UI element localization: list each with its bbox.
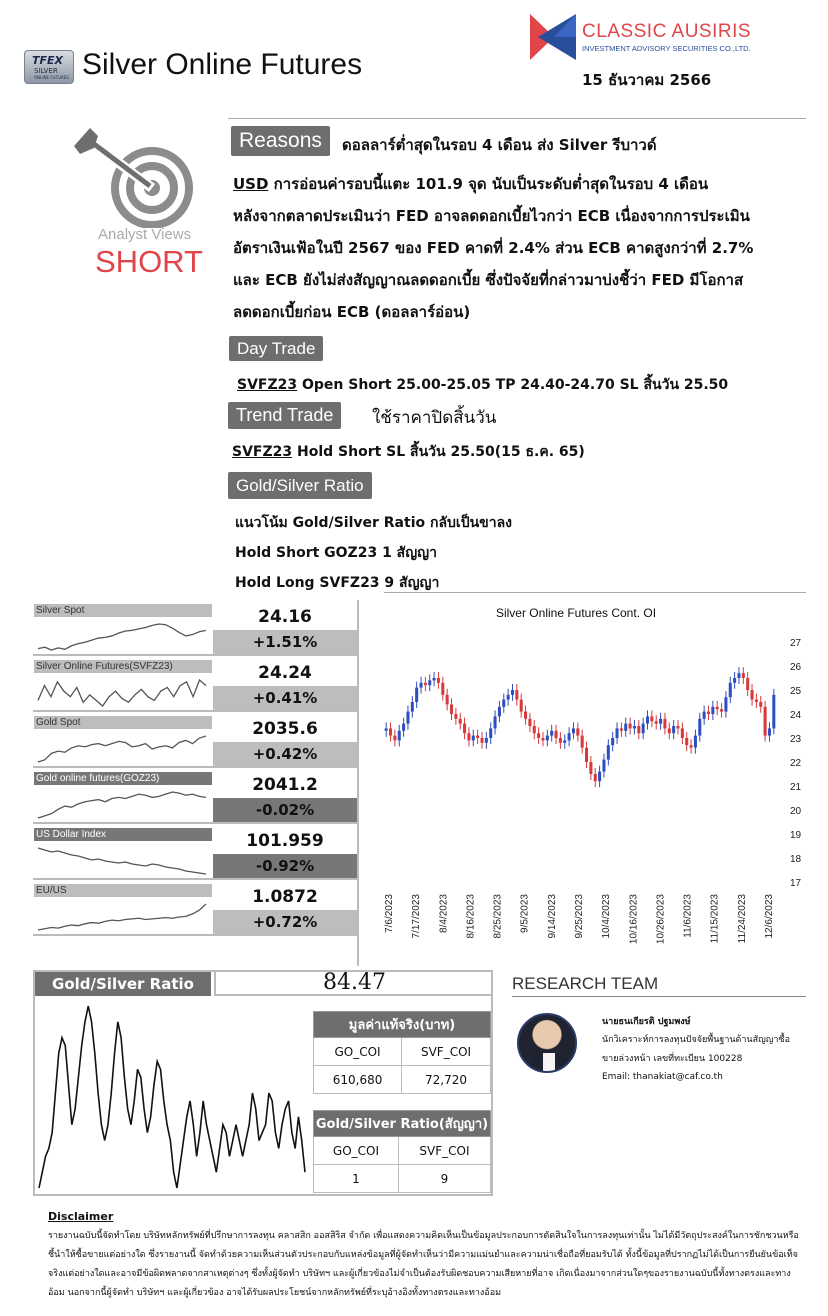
ticker-card (33, 884, 357, 936)
candle-body (467, 733, 470, 740)
y-tick-label: 19 (790, 830, 802, 841)
y-tick-label: 24 (790, 710, 802, 721)
candle-body (541, 738, 544, 740)
dartboard-icon (68, 124, 208, 228)
table-cell: 72,720 (402, 1066, 491, 1094)
candle-body (463, 724, 466, 734)
candle-body (650, 716, 653, 721)
candle-body (698, 719, 701, 736)
candle-body (751, 690, 754, 700)
candle-body (406, 712, 409, 724)
divider (357, 600, 359, 966)
candle-body (419, 683, 422, 688)
candle-body (585, 748, 588, 762)
ticker-change: +1.51% (213, 630, 357, 654)
gold-silver-tag: Gold/Silver Ratio (228, 472, 372, 499)
ticker-name: Gold online futures(GOZ23) (34, 772, 212, 785)
ticker-card (33, 660, 357, 712)
ticker-value: 24.24 (213, 660, 357, 686)
candle-body (568, 733, 571, 740)
candle-body (563, 740, 566, 742)
candle-body (385, 728, 388, 730)
x-tick-label: 10/16/2023 (628, 894, 640, 945)
x-tick-label: 10/26/2023 (655, 894, 667, 945)
reasons-line-2: หลังจากตลาดประเมินว่า FED อาจลดดอกเบี้ยไวกว่า ECB เนื่องจากการประเมิน (233, 207, 750, 225)
gold-silver-line-3: Hold Long SVFZ23 9 สัญญา (235, 575, 440, 591)
oi-chart-title: Silver Online Futures Cont. OI (495, 606, 657, 620)
analyst-role: นักวิเคราะห์การลงทุนปัจจัยพื้นฐานด้านสัญญาซื้อ ขายล่วงหน้า เลขที่ทะเบียน 100228 (602, 1035, 790, 1064)
reasons-line-3: อัตราเงินเฟ้อในปี 2567 ของ FED คาดที่ 2.4% ส่วน ECB คาดสูงกว่าที่ 2.7% (233, 239, 754, 257)
candle-body (528, 719, 531, 726)
candle-body (620, 728, 623, 730)
candle-body (472, 736, 475, 741)
candle-body (655, 721, 658, 723)
candle-body (720, 709, 723, 711)
ticker-value: 24.16 (213, 604, 357, 630)
candle-body (555, 731, 558, 738)
candle-body (772, 695, 775, 729)
candle-body (755, 700, 758, 702)
ticker-name: Gold Spot (34, 716, 212, 729)
disclaimer-title: Disclaimer (48, 1210, 114, 1223)
ticker-name: US Dollar Index (34, 828, 212, 841)
ticker-sparkline (34, 617, 210, 655)
x-tick-label: 8/4/2023 (438, 894, 450, 933)
sparkline-series (38, 624, 206, 650)
ticker-sparkline (34, 841, 210, 879)
ticker-name: EU/US (34, 884, 212, 897)
ticker-change: +0.42% (213, 742, 357, 766)
ticker-value: 2035.6 (213, 716, 357, 742)
candle-body (768, 728, 771, 735)
candle-body (624, 724, 627, 731)
ticker-value: 2041.2 (213, 772, 357, 798)
x-tick-label: 8/16/2023 (465, 894, 477, 939)
x-tick-label: 9/14/2023 (546, 894, 558, 939)
x-tick-label: 11/15/2023 (709, 894, 721, 944)
reasons-line-5: ลดดอกเบี้ยก่อน ECB (ดอลลาร์อ่อน) (233, 303, 471, 321)
candle-body (663, 719, 666, 729)
analyst-view: SHORT (95, 244, 203, 279)
disclaimer-text: รายงานฉบับนี้จัดทำโดย บริษัทหลักทรัพย์ที่ปรึกษาการลงทุน คลาสสิก ออสสิริส จำกัด เพื่อแสดงความคิดเห็นเป็นข้อมูลประกอบการตัดสินใจในการลงทุนเท่านั้น ไม่ได้มีวัตถุประสงค์ในการชักชวนหรือชี้นำให้ซื้อขายแต่อย่างใด ซึ่งรายงานนี้ จัดทำด้วยความเห็นส่วนตัวประกอบกับแหล่งข้อมูลที่ผู้จัดทำเห็นว่ามีความแม่นยำและความน่าเชื่อถือที่ยอมรับได้ ทั้งนี้ข้อมูลที่ปรากฏไม่ได้เป็นการยืนยันข้อเท็จจริงแต่อย่างใดและอาจมีข้อผิดพลาดจากสาเหตุต่างๆ ซึ่งทั้งผู้จัดทำ บริษัทฯ และผู้เกี่ยวข้องไม่จำเป็นต้องรับผิดชอบความเสียหายที่อาจ เกิดเนื่องมาจากส่วนใดๆของรายงานฉบับนี้ทั้งทางตรงและทางอ้อม นอกจากนี้ผู้จัดทำ บริษัทฯ และผู้เกี่ยวข้อง อาจได้รับผลประโยชน์จากหลักทรัพย์ที่ระบุอ้างอิงทั้งทางตรงและทางอ้อม (48, 1231, 799, 1298)
candle-body (476, 736, 479, 738)
candle-body (393, 736, 396, 741)
logo-line2: SILVER (34, 67, 58, 75)
candle-body (668, 728, 671, 733)
logo-line3: ONLINE FUTURES (34, 75, 69, 80)
y-tick-label: 25 (790, 686, 802, 697)
ticker-change: +0.72% (213, 910, 357, 934)
ticker-name: Silver Spot (34, 604, 212, 617)
usd-label: USD (233, 175, 269, 193)
brand-subtitle: INVESTMENT ADVISORY SECURITIES CO.,LTD. (582, 44, 751, 53)
y-tick-label: 21 (790, 782, 802, 793)
sparkline-series (38, 848, 206, 874)
candle-body (389, 728, 392, 735)
candle-body (607, 745, 610, 759)
candle-body (611, 738, 614, 745)
candle-body (489, 728, 492, 738)
candle-body (402, 724, 405, 731)
logo-line1: TFEX (32, 54, 64, 67)
sparkline-series (38, 736, 206, 762)
sparkline-series (38, 792, 206, 818)
ticker-value: 1.0872 (213, 884, 357, 910)
ratio-value: 84.47 (214, 970, 493, 996)
candle-body (511, 690, 514, 695)
candle-body (428, 680, 431, 685)
x-tick-label: 12/6/2023 (764, 894, 775, 939)
ticker-change: -0.02% (213, 798, 357, 822)
candle-body (672, 726, 675, 733)
contract-table-title: Gold/Silver Ratio(สัญญา) (314, 1111, 491, 1137)
ticker-value: 101.959 (213, 828, 357, 854)
trend-trade-tag: Trend Trade (228, 402, 341, 429)
candle-body (520, 700, 523, 712)
candle-body (550, 731, 553, 736)
sparkline-series (38, 904, 206, 930)
table-header: GO_COI (314, 1137, 399, 1165)
candle-body (515, 690, 518, 700)
candle-body (690, 745, 693, 747)
candle-body (681, 728, 684, 738)
candle-body (581, 736, 584, 748)
divider (228, 118, 806, 119)
candle-body (533, 726, 536, 733)
candle-body (707, 712, 710, 714)
tfex-logo (24, 50, 74, 84)
candle-body (615, 728, 618, 738)
candle-body (589, 762, 592, 774)
x-tick-label: 7/17/2023 (411, 894, 423, 939)
ratio-series-line (39, 1006, 305, 1188)
y-tick-label: 20 (790, 806, 802, 817)
candle-body (433, 678, 436, 680)
ticker-card (33, 716, 357, 768)
trend-trade-line: SVFZ23 Hold Short SL สิ้นวัน 25.50(15 ธ.ค. 65) (232, 444, 585, 460)
candle-body (659, 719, 662, 724)
gold-silver-line-1: แนวโน้ม Gold/Silver Ratio กลับเป็นขาลง (235, 515, 513, 531)
candle-body (602, 760, 605, 772)
candle-body (441, 683, 444, 695)
report-date: 15 ธันวาคม 2566 (582, 71, 712, 89)
candle-body (415, 688, 418, 702)
ticker-sparkline (34, 729, 210, 767)
x-tick-label: 10/4/2023 (601, 894, 613, 939)
table-cell: 9 (398, 1165, 490, 1193)
candle-body (450, 704, 453, 714)
candle-body (480, 738, 483, 743)
candle-body (711, 707, 714, 714)
candle-body (694, 736, 697, 748)
reasons-line-4: และ ECB ยังไม่ส่งสัญญาณลดดอกเบี้ย ซึ่งปัจจัยที่กล่าวมาบ่งชี้ว่า FED มีโอกาส (233, 271, 744, 289)
candle-body (524, 712, 527, 719)
candle-body (459, 719, 462, 724)
candle-body (746, 678, 749, 690)
candle-body (437, 678, 440, 683)
candle-body (411, 702, 414, 712)
table-cell: 1 (314, 1165, 399, 1193)
candle-body (733, 678, 736, 683)
table-header: SVF_COI (402, 1038, 491, 1066)
y-tick-label: 26 (790, 662, 802, 673)
candle-body (598, 772, 601, 782)
candle-body (546, 736, 549, 741)
candle-body (537, 733, 540, 738)
sparkline-series (38, 680, 206, 706)
value-table-title: มูลค่าแท้จริง(บาท) (314, 1012, 491, 1038)
reasons-tag: Reasons (231, 126, 330, 156)
x-tick-label: 8/25/2023 (492, 894, 504, 939)
day-trade-tag: Day Trade (229, 336, 323, 361)
analyst-name: นายธนเกียรติ ปฐมพงษ์ (602, 1017, 691, 1027)
candle-body (498, 707, 501, 717)
ratio-line-chart (35, 998, 309, 1194)
candle-body (764, 707, 767, 736)
y-tick-label: 23 (790, 734, 802, 745)
brand-logo-icon (528, 12, 578, 62)
candle-body (729, 683, 732, 697)
y-tick-label: 18 (790, 854, 802, 865)
x-tick-label: 11/6/2023 (682, 894, 694, 938)
analyst-views-label: Analyst Views (98, 226, 192, 243)
x-tick-label: 9/5/2023 (519, 894, 531, 933)
candle-body (646, 716, 649, 723)
day-trade-line: SVFZ23 Open Short 25.00-25.05 TP 24.40-24.70 SL สิ้นวัน 25.50 (237, 377, 729, 393)
ticker-change: -0.92% (213, 854, 357, 878)
y-tick-label: 22 (790, 758, 802, 769)
y-tick-label: 27 (790, 638, 802, 649)
ticker-change: +0.41% (213, 686, 357, 710)
candle-body (759, 702, 762, 707)
candle-body (507, 695, 510, 700)
x-tick-label: 7/6/2023 (384, 894, 395, 933)
candle-body (676, 726, 679, 728)
x-tick-label: 9/25/2023 (574, 894, 585, 939)
candle-body (594, 774, 597, 781)
table-header: SVF_COI (398, 1137, 490, 1165)
ticker-sparkline (34, 673, 210, 711)
brand-name: CLASSIC AUSIRIS (582, 21, 752, 42)
candle-body (737, 673, 740, 678)
y-tick-label: 17 (790, 878, 802, 889)
candle-body (494, 716, 497, 728)
avatar (517, 1013, 577, 1073)
candle-body (642, 724, 645, 734)
ticker-card (33, 828, 357, 880)
candle-body (485, 738, 488, 743)
ticker-card (33, 772, 357, 824)
research-team-title: RESEARCH TEAM (512, 974, 659, 993)
candle-body (572, 728, 575, 733)
ratio-label: Gold/Silver Ratio (35, 972, 211, 996)
candle-body (629, 724, 632, 729)
candle-body (502, 700, 505, 707)
table-cell: 610,680 (314, 1066, 402, 1094)
trend-trade-note: ใช้ราคาปิดสิ้นวัน (372, 408, 497, 428)
candle-body (633, 726, 636, 728)
ticker-sparkline (34, 785, 210, 823)
reasons-line-1: USD การอ่อนค่ารอบนี้แตะ 101.9 จุด นับเป็นระดับต่ำสุดในรอบ 4 เดือน (233, 175, 709, 193)
candle-body (454, 714, 457, 719)
analyst-email[interactable]: Email: thanakiat@caf.co.th (602, 1072, 723, 1082)
candle-body (685, 738, 688, 745)
ticker-card (33, 604, 357, 656)
page-title: Silver Online Futures (82, 48, 363, 81)
x-tick-label: 11/24/2023 (736, 894, 748, 944)
candle-body (724, 697, 727, 711)
table-header: GO_COI (314, 1038, 402, 1066)
candle-body (742, 673, 745, 678)
candle-body (446, 695, 449, 705)
contract-table (313, 1110, 491, 1193)
divider (512, 996, 806, 997)
value-table (313, 1011, 491, 1094)
reasons-headline: ดอลลาร์ต่ำสุดในรอบ 4 เดือน ส่ง Silver รีบาวด์ (342, 136, 657, 154)
divider (384, 592, 806, 593)
oi-candlestick-chart (380, 628, 810, 966)
ticker-sparkline (34, 897, 210, 935)
gold-silver-line-2: Hold Short GOZ23 1 สัญญา (235, 545, 437, 561)
candle-body (398, 731, 401, 741)
candle-body (703, 712, 706, 719)
ticker-name: Silver Online Futures(SVFZ23) (34, 660, 212, 673)
candle-body (576, 728, 579, 735)
candle-body (716, 707, 719, 709)
candle-body (637, 726, 640, 733)
candle-body (559, 738, 562, 743)
candle-body (424, 683, 427, 685)
